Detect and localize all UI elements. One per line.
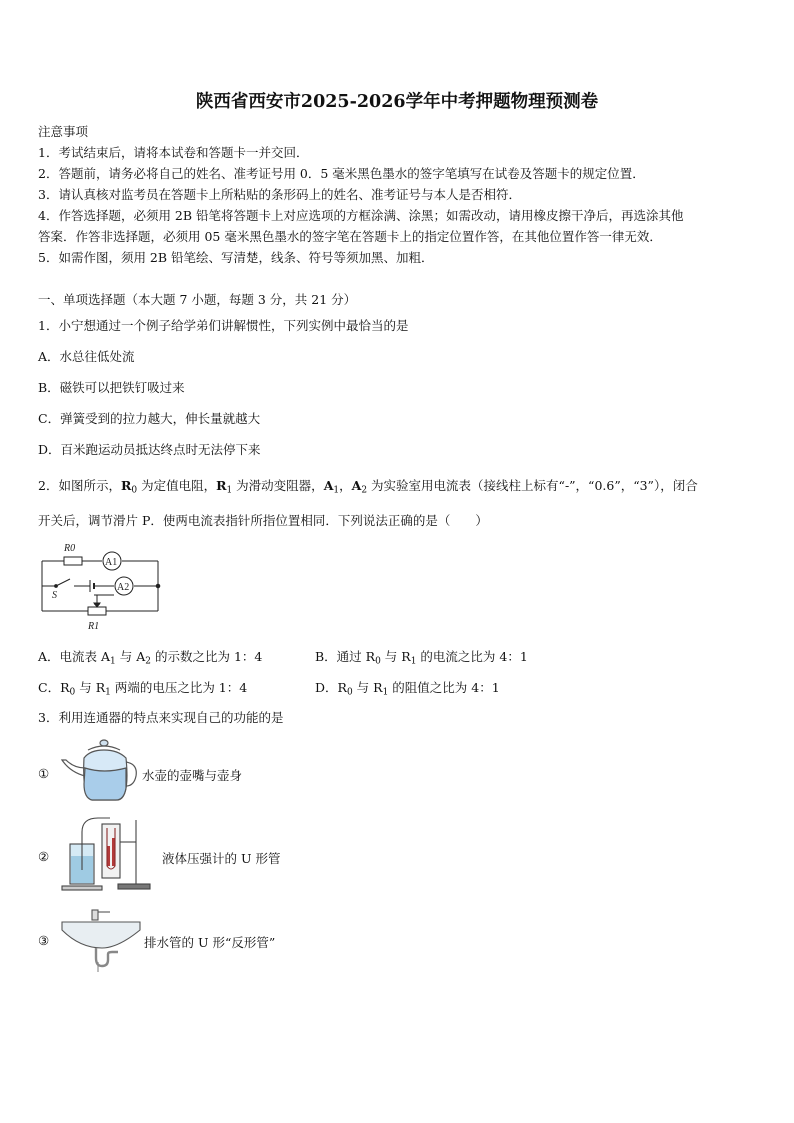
q2-stem-cont: 开关后，调节滑片 P．使两电流表指针所指位置相同．下列说法正确的是（ ） (38, 513, 488, 528)
circuit-label-r0: R0 (64, 543, 76, 554)
q3-item-3-label: 排水管的 U 形“反形管” (144, 935, 276, 950)
q1-option-d: D．百米跑运动员抵达终点时无法停下来 (38, 442, 261, 457)
q3-item-2-number: ② (38, 849, 50, 864)
q2-option-a: A．电流表 $A_1$ 与 $A_2$ 的示数之比为 1：4 (38, 649, 263, 667)
section-heading: 一、单项选择题（本大题 7 小题，每题 3 分，共 21 分） (38, 292, 357, 307)
circuit-diagram (38, 540, 164, 634)
q1-option-a: A．水总往低处流 (38, 349, 135, 364)
notice-item-1: 1．考试结束后，请将本试卷和答题卡一并交回． (38, 145, 309, 160)
q2-stem: 2．如图所示，$R_0$ 为定值电阻，$R_1$ 为滑动变阻器，$A_1$，$A_2$ 为实验室用电流表（接线柱上标有“-”，“0.6”，“3”），闭合 (38, 478, 698, 496)
q3-item-2-label: 液体压强计的 U 形管 (162, 851, 281, 866)
q2-option-c: C．$R_0$ 与 $R_1$ 两端的电压之比为 1：4 (38, 680, 248, 698)
pressure-gauge-picture (58, 812, 154, 892)
q2-option-b: B．通过 $R_0$ 与 $R_1$ 的电流之比为 4：1 (315, 649, 528, 667)
notice-item-5: 5．如需作图，须用 2B 铅笔绘、写清楚，线条、符号等须加黑、加粗． (38, 250, 434, 265)
q1-option-c: C．弹簧受到的拉力越大，伸长量就越大 (38, 411, 261, 426)
kettle-picture (58, 738, 140, 804)
circuit-label-s: S (52, 590, 57, 601)
q3-item-3-number: ③ (38, 933, 50, 948)
notice-item-4: 4．作答选择题，必须用 2B 铅笔将答题卡上对应选项的方框涂满、涂黑；如需改动，请用橡皮擦干净后，再选涂其他 (38, 208, 684, 223)
q3-stem: 3．利用连通器的特点来实现自己的功能的是 (38, 710, 284, 725)
notice-heading: 注意事项 (38, 124, 89, 139)
notice-item-3: 3．请认真核对监考员在答题卡上所粘贴的条形码上的姓名、准考证号与本人是否相符． (38, 187, 521, 202)
notice-item-2: 2．答题前，请务必将自己的姓名、准考证号用 0．5 毫米黑色墨水的签字笔填写在试卷及答题卡的规定位置． (38, 166, 645, 181)
circuit-label-a1: A1 (105, 557, 118, 568)
q3-item-1-number: ① (38, 766, 50, 781)
q2-option-d: D．$R_0$ 与 $R_1$ 的阻值之比为 4：1 (315, 680, 500, 698)
circuit-label-r1: R1 (88, 621, 100, 632)
page-title: 陕西省西安市2025-2026学年中考押题物理预测卷 (195, 92, 599, 112)
circuit-label-a2: A2 (117, 582, 130, 593)
q3-item-1-label: 水壶的壶嘴与壶身 (142, 768, 243, 783)
notice-item-4-cont: 答案．作答非选择题，必须用 05 毫米黑色墨水的签字笔在答题卡上的指定位置作答，在其他位置作答一律无效． (38, 229, 662, 244)
q1-stem: 1．小宁想通过一个例子给学弟们讲解惯性，下列实例中最恰当的是 (38, 318, 409, 333)
sink-trap-picture (58, 906, 144, 974)
q1-option-b: B．磁铁可以把铁钉吸过来 (38, 380, 185, 395)
